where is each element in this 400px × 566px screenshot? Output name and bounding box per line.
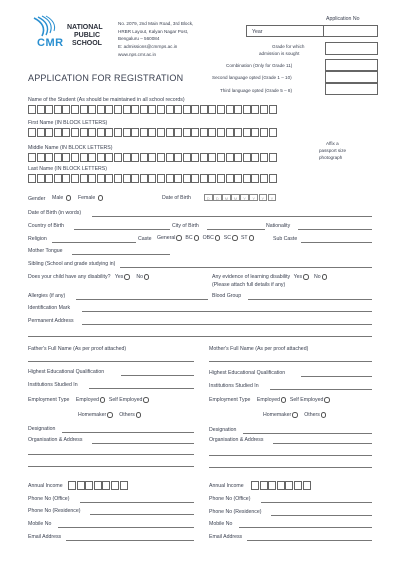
mother-employment xyxy=(209,397,330,403)
caste-bc[interactable]: BC xyxy=(185,235,199,241)
mother-self-employed[interactable]: Self Employed xyxy=(290,397,330,403)
radio[interactable] xyxy=(107,412,113,418)
learning-yes[interactable]: Yes xyxy=(294,274,309,280)
nationality-label: Nationality xyxy=(266,223,291,229)
mother-org-label: Organisation & Address xyxy=(209,437,264,443)
char-box[interactable] xyxy=(243,128,251,137)
address-line: HRBR Layout, Kalyan Nagar Post, xyxy=(118,28,189,34)
char-box[interactable] xyxy=(45,174,53,183)
photo-text-2: passport size xyxy=(319,148,347,153)
char-box[interactable] xyxy=(94,481,102,490)
dob-box[interactable]: Y xyxy=(240,194,249,201)
father-phone-res-label: Phone No (Residence) xyxy=(28,508,81,514)
last-name-label: Last Name (IN BLOCK LETTERS) xyxy=(28,166,107,172)
char-box[interactable] xyxy=(62,128,70,137)
dob-box[interactable]: M xyxy=(231,194,240,201)
char-box[interactable] xyxy=(243,153,251,162)
perm-address-line-1[interactable] xyxy=(82,324,372,325)
char-box[interactable] xyxy=(97,174,105,183)
char-box[interactable] xyxy=(111,481,119,490)
char-box[interactable] xyxy=(303,481,311,490)
father-qualification-line[interactable] xyxy=(121,375,194,376)
char-box[interactable] xyxy=(260,481,268,490)
char-box[interactable] xyxy=(80,174,88,183)
char-box[interactable] xyxy=(123,128,131,137)
mother-others[interactable]: Others xyxy=(304,412,326,418)
char-box[interactable] xyxy=(37,105,45,114)
female-radio[interactable] xyxy=(98,195,104,201)
mother-org-line-3[interactable] xyxy=(209,467,372,468)
radio[interactable] xyxy=(100,397,106,403)
char-box[interactable] xyxy=(268,481,276,490)
char-box[interactable] xyxy=(260,128,268,137)
mother-email-label: Email Address xyxy=(209,534,243,540)
perm-address-label: Permanent Address xyxy=(28,318,74,324)
char-box[interactable] xyxy=(217,153,225,162)
mother-designation-label: Designation xyxy=(209,427,237,433)
caste-sc[interactable]: SC xyxy=(224,235,238,241)
radio[interactable] xyxy=(136,412,142,418)
char-box[interactable] xyxy=(54,105,62,114)
char-box[interactable] xyxy=(277,481,285,490)
father-org-line-3[interactable] xyxy=(28,466,194,467)
father-institutions-line[interactable] xyxy=(89,388,194,389)
mother-phone-office-line[interactable] xyxy=(261,502,372,503)
photo-text-1: Affix a xyxy=(326,141,339,146)
char-box[interactable] xyxy=(174,128,182,137)
male-label: Male xyxy=(52,195,64,202)
father-mobile-label: Mobile No xyxy=(28,521,52,527)
form-title: APPLICATION FOR REGISTRATION xyxy=(28,73,184,83)
char-box[interactable] xyxy=(251,105,259,114)
char-box[interactable] xyxy=(114,174,122,183)
char-box[interactable] xyxy=(183,128,191,137)
mother-mobile-label: Mobile No xyxy=(209,521,233,527)
char-box[interactable] xyxy=(62,174,70,183)
learning-label: Any evidence of learning disability xyxy=(212,274,291,281)
blood-group-line[interactable] xyxy=(248,299,372,300)
char-box[interactable] xyxy=(226,105,234,114)
learning-no[interactable]: No xyxy=(314,274,327,280)
char-box[interactable] xyxy=(208,153,216,162)
mother-tongue-label: Mother Tongue xyxy=(28,248,63,254)
char-box[interactable] xyxy=(45,153,53,162)
third-language-field[interactable] xyxy=(325,83,378,95)
male-option[interactable] xyxy=(52,195,71,201)
female-label: Female xyxy=(78,195,96,202)
char-box[interactable] xyxy=(183,153,191,162)
mother-income-label: Annual Income xyxy=(209,483,244,489)
char-box[interactable] xyxy=(114,105,122,114)
char-box[interactable] xyxy=(166,105,174,114)
caste-options[interactable] xyxy=(157,235,254,241)
char-box[interactable] xyxy=(28,105,36,114)
disability-yes[interactable]: Yes xyxy=(115,274,130,280)
father-org-label: Organisation & Address xyxy=(28,437,83,443)
char-box[interactable] xyxy=(208,105,216,114)
char-box[interactable] xyxy=(88,128,96,137)
char-box[interactable] xyxy=(234,153,242,162)
char-box[interactable] xyxy=(45,105,53,114)
char-box[interactable] xyxy=(114,128,122,137)
address-line: Bengaluru – 560084 xyxy=(118,36,160,42)
address-website[interactable]: www.nps.cmr.ac.in xyxy=(118,51,157,57)
char-box[interactable] xyxy=(226,153,234,162)
char-box[interactable] xyxy=(174,153,182,162)
mother-mobile-line[interactable] xyxy=(239,527,372,528)
grade-label-2: admission is sought xyxy=(259,51,300,56)
father-name-line[interactable] xyxy=(28,361,194,362)
caste-general[interactable]: General xyxy=(157,235,182,241)
char-box[interactable] xyxy=(269,128,277,137)
father-homemaker[interactable]: Homemaker xyxy=(78,412,113,418)
char-box[interactable] xyxy=(45,128,53,137)
char-box[interactable] xyxy=(174,174,182,183)
char-box[interactable] xyxy=(54,153,62,162)
radio[interactable] xyxy=(303,274,309,280)
dob-box[interactable]: D xyxy=(204,194,213,201)
char-box[interactable] xyxy=(234,105,242,114)
mother-income-grid[interactable] xyxy=(251,481,311,490)
char-box[interactable] xyxy=(131,128,139,137)
mother-name-line[interactable] xyxy=(209,361,372,362)
char-box[interactable] xyxy=(157,105,165,114)
subcaste-line[interactable] xyxy=(301,242,372,243)
address-line: No. 2079, 2nd Main Road, 3rd Block, xyxy=(118,21,194,26)
char-box[interactable] xyxy=(105,153,113,162)
year-label: Year xyxy=(252,28,263,35)
char-box[interactable] xyxy=(71,153,79,162)
radio[interactable] xyxy=(124,274,130,280)
student-name-label: Name of the Student (As should be maintained in all school records) xyxy=(28,97,185,103)
char-box[interactable] xyxy=(148,105,156,114)
char-box[interactable] xyxy=(123,105,131,114)
city-line[interactable] xyxy=(207,229,265,230)
dob-label: Date of Birth xyxy=(162,195,191,201)
father-employment-2 xyxy=(78,412,141,418)
name-grid-row-1[interactable] xyxy=(28,105,277,114)
combination-label: Combination (Only for Grade 11) xyxy=(226,63,293,68)
disability-question xyxy=(28,274,149,280)
first-name-label: First Name (IN BLOCK LETTERS) xyxy=(28,120,108,126)
char-box[interactable] xyxy=(85,481,93,490)
grade-label-1: Grade for which xyxy=(272,44,305,49)
mother-institutions-line[interactable] xyxy=(270,389,372,390)
father-income-grid[interactable] xyxy=(68,481,128,490)
char-box[interactable] xyxy=(120,481,128,490)
char-box[interactable] xyxy=(183,105,191,114)
address-email[interactable]: E: admissions@cmrnps.ac.in xyxy=(118,44,178,50)
char-box[interactable] xyxy=(260,153,268,162)
father-employment xyxy=(28,397,149,403)
radio[interactable] xyxy=(321,412,327,418)
char-box[interactable] xyxy=(131,174,139,183)
dob-input[interactable] xyxy=(204,194,277,201)
country-line[interactable] xyxy=(74,229,170,230)
mother-qualification-line[interactable] xyxy=(301,376,372,377)
mother-phone-office-label: Phone No (Office) xyxy=(209,496,251,502)
father-qualification-label: Highest Educational Qualification xyxy=(28,369,105,375)
char-box[interactable] xyxy=(37,174,45,183)
id-mark-line[interactable] xyxy=(82,311,372,312)
father-self-employed[interactable]: Self Employed xyxy=(109,397,149,403)
char-box[interactable] xyxy=(243,105,251,114)
char-box[interactable] xyxy=(28,153,36,162)
char-box[interactable] xyxy=(260,174,268,183)
father-org-line-2[interactable] xyxy=(28,454,194,455)
char-box[interactable] xyxy=(217,128,225,137)
id-mark-label: Identification Mark xyxy=(28,305,71,311)
male-radio[interactable] xyxy=(66,195,72,201)
char-box[interactable] xyxy=(166,128,174,137)
dob-box[interactable]: M xyxy=(222,194,231,201)
blood-group-label: Blood Group xyxy=(212,293,242,299)
char-box[interactable] xyxy=(80,105,88,114)
second-language-label: Second language opted (Grade 1 – 10) xyxy=(212,75,292,80)
char-box[interactable] xyxy=(28,128,36,137)
religion-line[interactable] xyxy=(52,242,136,243)
radio[interactable] xyxy=(249,235,255,241)
mother-qualification-label: Highest Educational Qualification xyxy=(209,370,286,376)
father-email-line[interactable] xyxy=(66,540,194,541)
char-box[interactable] xyxy=(71,174,79,183)
char-box[interactable] xyxy=(62,153,70,162)
father-designation-label: Designation xyxy=(28,426,56,432)
char-box[interactable] xyxy=(174,105,182,114)
char-box[interactable] xyxy=(71,105,79,114)
char-box[interactable] xyxy=(37,153,45,162)
char-box[interactable] xyxy=(191,128,199,137)
mother-tongue-line[interactable] xyxy=(72,254,170,255)
radio[interactable] xyxy=(322,274,328,280)
subcaste-label: Sub Caste xyxy=(273,236,298,242)
father-designation-line[interactable] xyxy=(62,432,194,433)
father-employed[interactable]: Employed xyxy=(76,397,106,403)
char-box[interactable] xyxy=(114,153,122,162)
mother-designation-line[interactable] xyxy=(243,433,372,434)
char-box[interactable] xyxy=(88,153,96,162)
radio[interactable] xyxy=(144,274,150,280)
char-box[interactable] xyxy=(140,174,148,183)
application-no-label: Application No xyxy=(326,16,360,22)
radio[interactable] xyxy=(292,412,298,418)
char-box[interactable] xyxy=(97,105,105,114)
father-employment-label: Employment Type xyxy=(28,397,70,404)
char-box[interactable] xyxy=(226,174,234,183)
caste-obc[interactable]: OBC xyxy=(203,235,221,241)
char-box[interactable] xyxy=(234,128,242,137)
dob-box[interactable]: D xyxy=(213,194,222,201)
char-box[interactable] xyxy=(131,105,139,114)
caste-label: Caste xyxy=(138,236,152,242)
char-box[interactable] xyxy=(105,128,113,137)
mother-email-line[interactable] xyxy=(247,540,372,541)
char-box[interactable] xyxy=(140,153,148,162)
char-box[interactable] xyxy=(28,174,36,183)
disability-label: Does your child have any disability? xyxy=(28,274,111,281)
father-phone-res-line[interactable] xyxy=(90,514,194,515)
char-box[interactable] xyxy=(217,174,225,183)
radio[interactable] xyxy=(281,397,287,403)
char-box[interactable] xyxy=(200,174,208,183)
char-box[interactable] xyxy=(131,153,139,162)
char-box[interactable] xyxy=(105,105,113,114)
middle-name-label: Middle Name (IN BLOCK LETTERS) xyxy=(28,145,113,151)
char-box[interactable] xyxy=(102,481,110,490)
char-box[interactable] xyxy=(191,153,199,162)
radio[interactable] xyxy=(232,235,238,241)
middle-name-grid[interactable] xyxy=(28,153,277,162)
father-phone-office-line[interactable] xyxy=(80,502,194,503)
char-box[interactable] xyxy=(166,153,174,162)
char-box[interactable] xyxy=(200,153,208,162)
char-box[interactable] xyxy=(269,153,277,162)
char-box[interactable] xyxy=(251,481,259,490)
char-box[interactable] xyxy=(260,105,268,114)
char-box[interactable] xyxy=(251,153,259,162)
char-box[interactable] xyxy=(71,128,79,137)
char-box[interactable] xyxy=(217,105,225,114)
disability-no[interactable]: No xyxy=(136,274,149,280)
dob-words-label: Date of Birth (in words) xyxy=(28,210,82,216)
mother-org-line-2[interactable] xyxy=(209,455,372,456)
char-box[interactable] xyxy=(285,481,293,490)
char-box[interactable] xyxy=(80,128,88,137)
radio[interactable] xyxy=(194,235,200,241)
radio[interactable] xyxy=(176,235,182,241)
perm-address-line-2[interactable] xyxy=(28,336,372,337)
mother-phone-res-label: Phone No (Residence) xyxy=(209,509,262,515)
char-box[interactable] xyxy=(88,174,96,183)
school-address xyxy=(118,21,193,57)
char-box[interactable] xyxy=(123,174,131,183)
char-box[interactable] xyxy=(157,128,165,137)
char-box[interactable] xyxy=(97,128,105,137)
allergies-label: Allergies (if any) xyxy=(28,293,66,299)
char-box[interactable] xyxy=(140,105,148,114)
char-box[interactable] xyxy=(157,153,165,162)
logo-text: CMR xyxy=(37,37,64,49)
mother-phone-res-line[interactable] xyxy=(271,515,372,516)
year-field[interactable] xyxy=(246,25,378,37)
char-box[interactable] xyxy=(97,153,105,162)
mother-name-label: Mother's Full Name (As per proof attached) xyxy=(209,346,309,352)
combination-field[interactable] xyxy=(325,59,378,71)
learning-sub: (Please attach full details if any) xyxy=(212,282,286,288)
char-box[interactable] xyxy=(208,174,216,183)
char-box[interactable] xyxy=(157,174,165,183)
char-box[interactable] xyxy=(243,174,251,183)
allergies-line[interactable] xyxy=(76,299,208,300)
last-name-grid[interactable] xyxy=(28,174,277,183)
dob-box[interactable]: Y xyxy=(268,194,277,201)
char-box[interactable] xyxy=(208,128,216,137)
char-box[interactable] xyxy=(62,105,70,114)
learning-question xyxy=(212,274,327,280)
grade-field[interactable] xyxy=(325,42,378,55)
mother-employment-label: Employment Type xyxy=(209,397,251,404)
father-income-label: Annual Income xyxy=(28,483,63,489)
country-label: Country of Birth xyxy=(28,223,65,229)
char-box[interactable] xyxy=(269,105,277,114)
char-box[interactable] xyxy=(191,174,199,183)
char-box[interactable] xyxy=(251,174,259,183)
char-box[interactable] xyxy=(269,174,277,183)
char-box[interactable] xyxy=(54,128,62,137)
second-language-field[interactable] xyxy=(325,71,378,83)
third-language-label: Third language opted (Grade 5 – 8) xyxy=(220,88,293,93)
father-phone-office-label: Phone No (Office) xyxy=(28,496,70,502)
char-box[interactable] xyxy=(166,174,174,183)
father-email-label: Email Address xyxy=(28,534,62,540)
char-box[interactable] xyxy=(148,174,156,183)
school-name-3: SCHOOL xyxy=(72,40,102,47)
mother-homemaker[interactable]: Homemaker xyxy=(263,412,298,418)
char-box[interactable] xyxy=(54,174,62,183)
dob-words-line[interactable] xyxy=(92,216,372,217)
father-institutions-label: Institutions Studied In xyxy=(28,382,78,388)
char-box[interactable] xyxy=(251,128,259,137)
photo-box[interactable] xyxy=(300,110,368,190)
father-org-line-1[interactable] xyxy=(92,443,194,444)
char-box[interactable] xyxy=(148,128,156,137)
char-box[interactable] xyxy=(140,128,148,137)
mother-institutions-label: Institutions Studied In xyxy=(209,383,259,389)
nationality-line[interactable] xyxy=(298,229,372,230)
father-others[interactable]: Others xyxy=(119,412,141,418)
char-box[interactable] xyxy=(123,153,131,162)
first-name-grid[interactable] xyxy=(28,128,277,137)
char-box[interactable] xyxy=(77,481,85,490)
mother-org-line-1[interactable] xyxy=(273,443,372,444)
dob-box[interactable]: Y xyxy=(259,194,268,201)
char-box[interactable] xyxy=(226,128,234,137)
radio[interactable] xyxy=(324,397,330,403)
sibling-label: Sibling (School and grade studying in) xyxy=(28,261,116,267)
city-label: City of Birth xyxy=(172,223,199,229)
dob-box[interactable]: Y xyxy=(249,194,258,201)
school-name-2: PUBLIC xyxy=(74,32,101,39)
sibling-line[interactable] xyxy=(120,267,372,268)
photo-text-3: photograph xyxy=(319,155,343,160)
char-box[interactable] xyxy=(88,105,96,114)
char-box[interactable] xyxy=(105,174,113,183)
mother-employed[interactable]: Employed xyxy=(257,397,287,403)
char-box[interactable] xyxy=(294,481,302,490)
mother-employment-2 xyxy=(263,412,326,418)
religion-label: Religion xyxy=(28,236,47,242)
char-box[interactable] xyxy=(148,153,156,162)
radio[interactable] xyxy=(215,235,221,241)
school-name-1: NATIONAL xyxy=(67,24,103,31)
char-box[interactable] xyxy=(37,128,45,137)
char-box[interactable] xyxy=(234,174,242,183)
caste-st[interactable]: ST xyxy=(241,235,254,241)
char-box[interactable] xyxy=(191,105,199,114)
father-mobile-line[interactable] xyxy=(58,527,194,528)
radio[interactable] xyxy=(143,397,149,403)
char-box[interactable] xyxy=(68,481,76,490)
female-option[interactable] xyxy=(78,195,103,201)
char-box[interactable] xyxy=(80,153,88,162)
father-name-label: Father's Full Name (As per proof attached) xyxy=(28,346,127,352)
char-box[interactable] xyxy=(183,174,191,183)
char-box[interactable] xyxy=(200,105,208,114)
char-box[interactable] xyxy=(200,128,208,137)
gender-label: Gender xyxy=(28,196,46,202)
